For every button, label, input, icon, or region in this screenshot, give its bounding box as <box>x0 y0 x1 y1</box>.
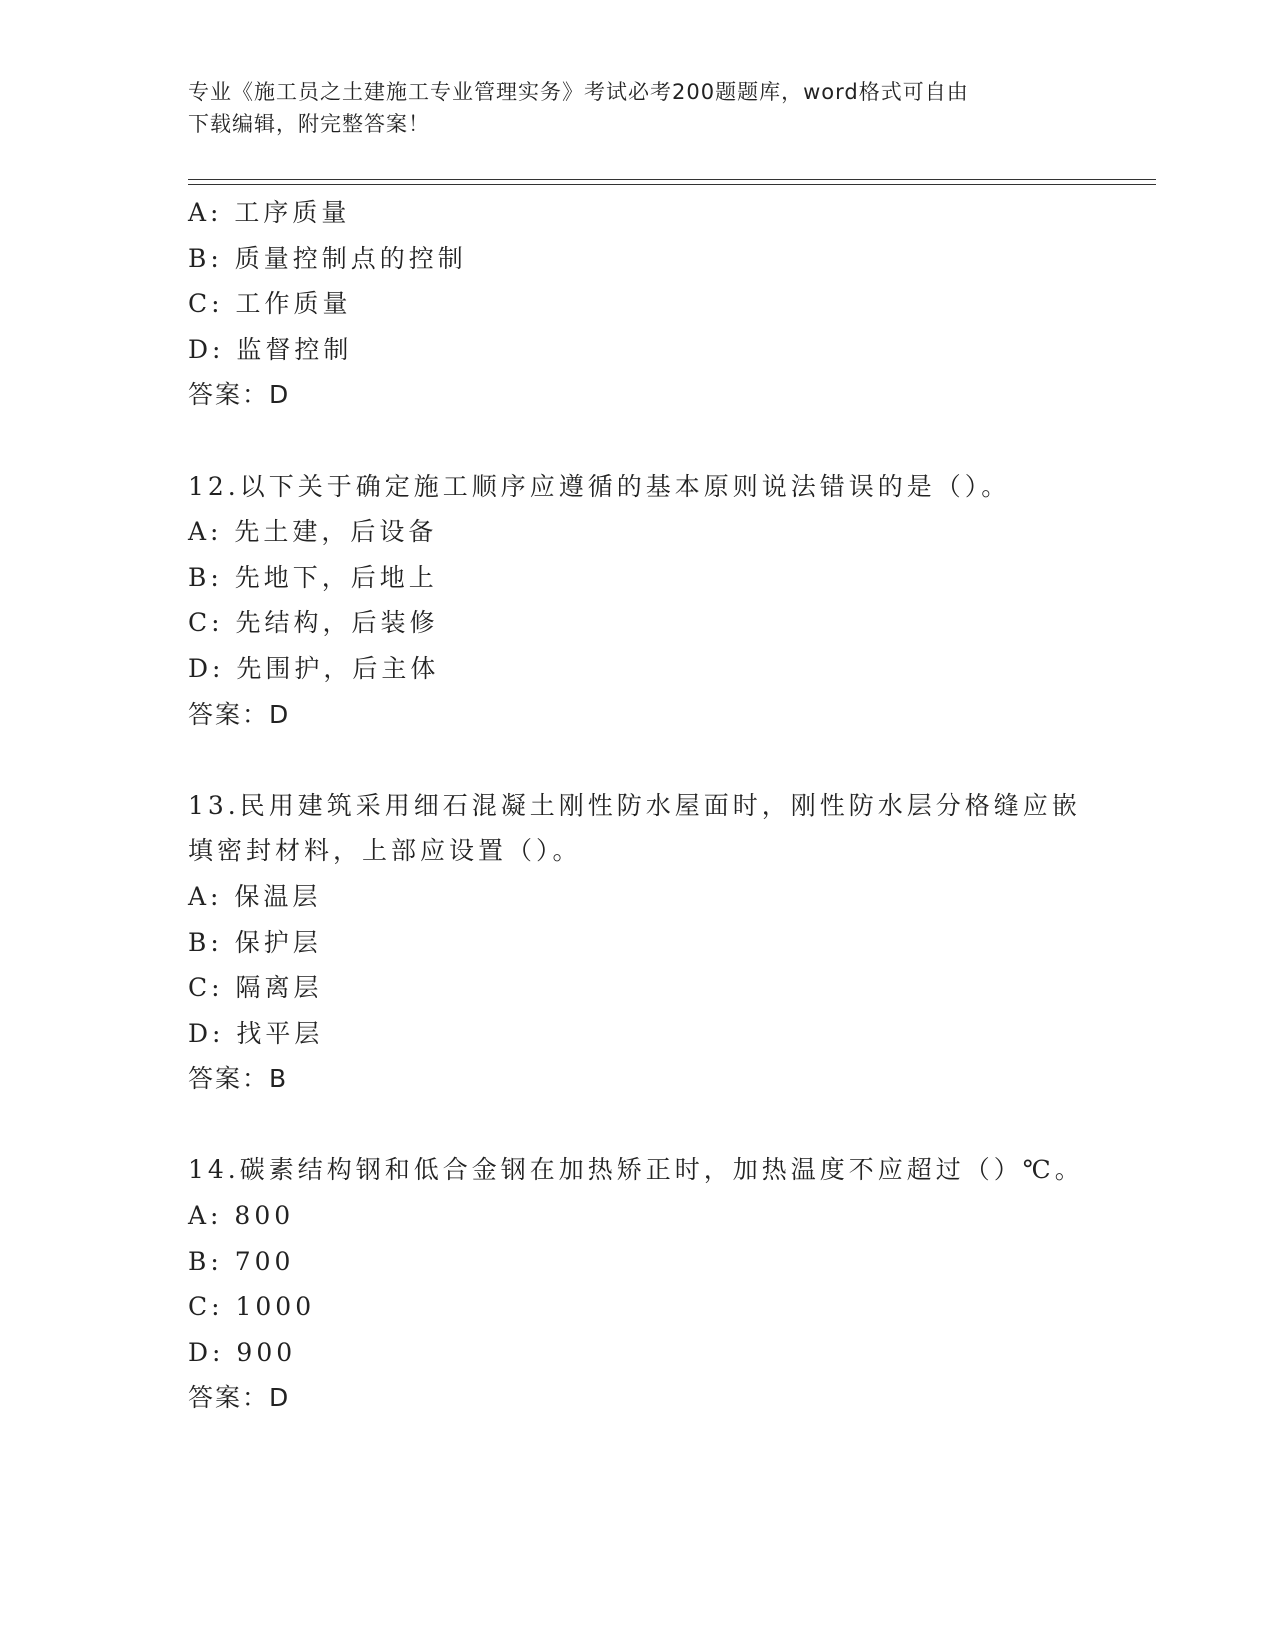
header-line-1: 专业《施工员之土建施工专业管理实务》考试必考200题题库，word格式可自由 <box>188 80 969 104</box>
header-rule-bottom <box>188 184 1156 185</box>
spacer <box>188 737 1148 783</box>
option-b: B: 700 <box>188 1246 295 1276</box>
question-list <box>188 190 1148 1421</box>
option-c: C: 先结构，后装修 <box>188 608 439 638</box>
option-b: B: 质量控制点的控制 <box>188 243 467 273</box>
spacer <box>188 418 1148 464</box>
question-block-14 <box>188 1147 1148 1421</box>
option-a: A: 800 <box>188 1201 295 1231</box>
question-block-12 <box>188 464 1148 738</box>
option-d: D: 先围护，后主体 <box>188 653 440 683</box>
option-d: D: 监督控制 <box>188 334 353 364</box>
option-a: A: 工序质量 <box>188 198 351 227</box>
option-b: B: 先地下，后地上 <box>188 562 438 592</box>
option-c: C: 1000 <box>188 1292 316 1322</box>
answer-line: 答案：D <box>188 1383 291 1413</box>
option-b: B: 保护层 <box>188 927 322 957</box>
answer-line: 答案：D <box>188 380 291 410</box>
option-a: A: 先土建，后设备 <box>188 517 438 547</box>
header-rule-top <box>188 179 1156 180</box>
question-text-line-2: 填密封材料，上部应设置（）。 <box>188 836 582 866</box>
question-text: 14.碳素结构钢和低合金钢在加热矫正时，加热温度不应超过（）℃。 <box>188 1155 1084 1185</box>
question-block-11 <box>188 190 1148 418</box>
answer-line: 答案：B <box>188 1064 289 1094</box>
answer-line: 答案：D <box>188 699 291 729</box>
spacer <box>188 1102 1148 1148</box>
option-c: C: 工作质量 <box>188 289 352 319</box>
question-block-13 <box>188 783 1148 1102</box>
option-d: D: 900 <box>188 1337 297 1367</box>
header-line-2: 下载编辑，附完整答案！ <box>188 112 430 136</box>
question-text-line-1: 13.民用建筑采用细石混凝土刚性防水屋面时，刚性防水层分格缝应嵌 <box>188 790 1081 820</box>
document-header <box>188 76 1088 140</box>
option-d: D: 找平层 <box>188 1018 324 1048</box>
question-text: 12.以下关于确定施工顺序应遵循的基本原则说法错误的是（）。 <box>188 471 1011 501</box>
option-c: C: 隔离层 <box>188 973 323 1003</box>
option-a: A: 保温层 <box>188 881 322 911</box>
